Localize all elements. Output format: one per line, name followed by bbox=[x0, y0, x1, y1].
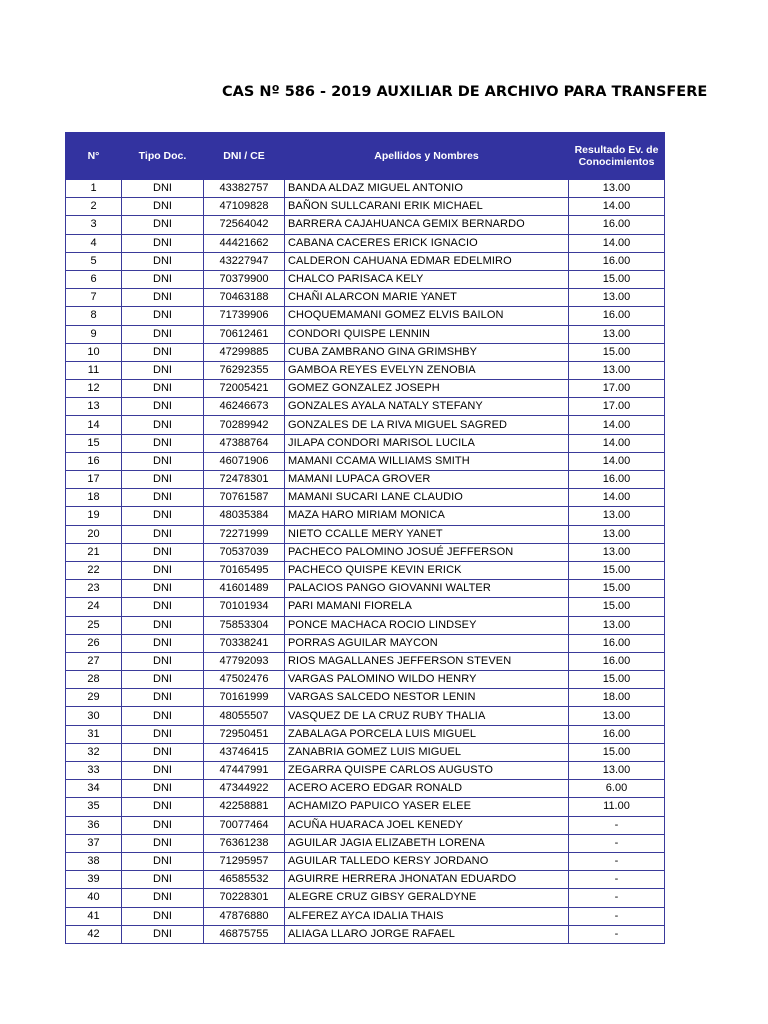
cell-doc-type: DNI bbox=[122, 507, 204, 525]
cell-result: - bbox=[569, 816, 665, 834]
cell-result: 13.00 bbox=[569, 707, 665, 725]
cell-doc-type: DNI bbox=[122, 743, 204, 761]
cell-dni: 70228301 bbox=[204, 889, 285, 907]
table-row bbox=[66, 798, 665, 816]
cell-number: 27 bbox=[66, 652, 122, 670]
cell-full-name: AGUIRRE HERRERA JHONATAN EDUARDO bbox=[285, 871, 569, 889]
cell-dni: 71295957 bbox=[204, 852, 285, 870]
cell-full-name: PARI MAMANI FIORELA bbox=[285, 598, 569, 616]
header-tipo-doc: Tipo Doc. bbox=[122, 133, 204, 180]
cell-doc-type: DNI bbox=[122, 198, 204, 216]
cell-dni: 72478301 bbox=[204, 471, 285, 489]
cell-dni: 72005421 bbox=[204, 380, 285, 398]
cell-dni: 46246673 bbox=[204, 398, 285, 416]
cell-result: 15.00 bbox=[569, 343, 665, 361]
results-table bbox=[65, 132, 665, 944]
cell-result: 14.00 bbox=[569, 452, 665, 470]
cell-doc-type: DNI bbox=[122, 889, 204, 907]
cell-full-name: GOMEZ GONZALEZ JOSEPH bbox=[285, 380, 569, 398]
cell-number: 11 bbox=[66, 361, 122, 379]
cell-doc-type: DNI bbox=[122, 671, 204, 689]
cell-dni: 46585532 bbox=[204, 871, 285, 889]
cell-doc-type: DNI bbox=[122, 489, 204, 507]
cell-number: 9 bbox=[66, 325, 122, 343]
table-row bbox=[66, 871, 665, 889]
cell-doc-type: DNI bbox=[122, 925, 204, 943]
cell-number: 8 bbox=[66, 307, 122, 325]
cell-dni: 43227947 bbox=[204, 252, 285, 270]
table-row bbox=[66, 780, 665, 798]
cell-result: 13.00 bbox=[569, 543, 665, 561]
cell-full-name: BARRERA CAJAHUANCA GEMIX BERNARDO bbox=[285, 216, 569, 234]
cell-number: 17 bbox=[66, 471, 122, 489]
cell-dni: 70537039 bbox=[204, 543, 285, 561]
table-row bbox=[66, 452, 665, 470]
cell-result: 13.00 bbox=[569, 762, 665, 780]
table-row bbox=[66, 525, 665, 543]
table-row bbox=[66, 289, 665, 307]
table-row bbox=[66, 398, 665, 416]
cell-full-name: JILAPA CONDORI MARISOL LUCILA bbox=[285, 434, 569, 452]
header-resultado: Resultado Ev. de Conocimientos bbox=[569, 133, 665, 180]
table-row bbox=[66, 907, 665, 925]
cell-full-name: ACERO ACERO EDGAR RONALD bbox=[285, 780, 569, 798]
cell-result: - bbox=[569, 889, 665, 907]
cell-full-name: ZABALAGA PORCELA LUIS MIGUEL bbox=[285, 725, 569, 743]
table-row bbox=[66, 580, 665, 598]
cell-number: 24 bbox=[66, 598, 122, 616]
cell-result: 14.00 bbox=[569, 416, 665, 434]
cell-result: 16.00 bbox=[569, 634, 665, 652]
cell-number: 10 bbox=[66, 343, 122, 361]
cell-result: 18.00 bbox=[569, 689, 665, 707]
cell-number: 14 bbox=[66, 416, 122, 434]
cell-full-name: ALEGRE CRUZ GIBSY GERALDYNE bbox=[285, 889, 569, 907]
cell-number: 28 bbox=[66, 671, 122, 689]
cell-doc-type: DNI bbox=[122, 543, 204, 561]
cell-dni: 46071906 bbox=[204, 452, 285, 470]
cell-dni: 43382757 bbox=[204, 180, 285, 198]
header-dni-ce: DNI / CE bbox=[204, 133, 285, 180]
cell-result: 16.00 bbox=[569, 252, 665, 270]
cell-dni: 47299885 bbox=[204, 343, 285, 361]
table-body bbox=[66, 180, 665, 944]
table-row bbox=[66, 561, 665, 579]
cell-doc-type: DNI bbox=[122, 307, 204, 325]
table-row bbox=[66, 361, 665, 379]
table-row bbox=[66, 507, 665, 525]
table-row bbox=[66, 598, 665, 616]
cell-result: 15.00 bbox=[569, 580, 665, 598]
cell-result: - bbox=[569, 907, 665, 925]
table-row bbox=[66, 671, 665, 689]
cell-full-name: CUBA ZAMBRANO GINA GRIMSHBY bbox=[285, 343, 569, 361]
table-row bbox=[66, 616, 665, 634]
cell-doc-type: DNI bbox=[122, 598, 204, 616]
cell-doc-type: DNI bbox=[122, 852, 204, 870]
cell-number: 1 bbox=[66, 180, 122, 198]
cell-number: 18 bbox=[66, 489, 122, 507]
cell-result: 16.00 bbox=[569, 652, 665, 670]
cell-number: 42 bbox=[66, 925, 122, 943]
cell-full-name: GONZALES DE LA RIVA MIGUEL SAGRED bbox=[285, 416, 569, 434]
table-row bbox=[66, 380, 665, 398]
table-header-row bbox=[66, 133, 665, 180]
cell-dni: 43746415 bbox=[204, 743, 285, 761]
cell-number: 22 bbox=[66, 561, 122, 579]
cell-result: 13.00 bbox=[569, 289, 665, 307]
cell-number: 39 bbox=[66, 871, 122, 889]
table-row bbox=[66, 707, 665, 725]
cell-number: 26 bbox=[66, 634, 122, 652]
cell-dni: 42258881 bbox=[204, 798, 285, 816]
cell-result: 13.00 bbox=[569, 361, 665, 379]
cell-result: 16.00 bbox=[569, 471, 665, 489]
cell-full-name: PORRAS AGUILAR MAYCON bbox=[285, 634, 569, 652]
cell-result: 13.00 bbox=[569, 325, 665, 343]
cell-dni: 44421662 bbox=[204, 234, 285, 252]
page-title: CAS Nº 586 - 2019 AUXILIAR DE ARCHIVO PARA TRANSFERE bbox=[222, 84, 708, 100]
table-row bbox=[66, 489, 665, 507]
cell-doc-type: DNI bbox=[122, 234, 204, 252]
cell-doc-type: DNI bbox=[122, 798, 204, 816]
cell-full-name: AGUILAR TALLEDO KERSY JORDANO bbox=[285, 852, 569, 870]
cell-number: 5 bbox=[66, 252, 122, 270]
cell-dni: 46875755 bbox=[204, 925, 285, 943]
cell-full-name: PALACIOS PANGO GIOVANNI WALTER bbox=[285, 580, 569, 598]
cell-dni: 75853304 bbox=[204, 616, 285, 634]
cell-full-name: PONCE MACHACA ROCIO LINDSEY bbox=[285, 616, 569, 634]
table-row bbox=[66, 270, 665, 288]
cell-full-name: CHALCO PARISACA KELY bbox=[285, 270, 569, 288]
table-row bbox=[66, 252, 665, 270]
cell-number: 30 bbox=[66, 707, 122, 725]
cell-number: 2 bbox=[66, 198, 122, 216]
cell-result: 16.00 bbox=[569, 216, 665, 234]
cell-result: 17.00 bbox=[569, 398, 665, 416]
cell-number: 25 bbox=[66, 616, 122, 634]
cell-doc-type: DNI bbox=[122, 434, 204, 452]
cell-dni: 70165495 bbox=[204, 561, 285, 579]
cell-dni: 70101934 bbox=[204, 598, 285, 616]
cell-full-name: BANDA ALDAZ MIGUEL ANTONIO bbox=[285, 180, 569, 198]
cell-result: 13.00 bbox=[569, 507, 665, 525]
cell-result: 15.00 bbox=[569, 671, 665, 689]
cell-full-name: CALDERON CAHUANA EDMAR EDELMIRO bbox=[285, 252, 569, 270]
cell-doc-type: DNI bbox=[122, 416, 204, 434]
cell-doc-type: DNI bbox=[122, 361, 204, 379]
cell-doc-type: DNI bbox=[122, 871, 204, 889]
cell-doc-type: DNI bbox=[122, 707, 204, 725]
cell-result: - bbox=[569, 852, 665, 870]
cell-full-name: ACUÑA HUARACA JOEL KENEDY bbox=[285, 816, 569, 834]
cell-number: 36 bbox=[66, 816, 122, 834]
cell-doc-type: DNI bbox=[122, 380, 204, 398]
cell-full-name: MAMANI CCAMA WILLIAMS SMITH bbox=[285, 452, 569, 470]
cell-full-name: CHOQUEMAMANI GOMEZ ELVIS BAILON bbox=[285, 307, 569, 325]
cell-full-name: ZEGARRA QUISPE CARLOS AUGUSTO bbox=[285, 762, 569, 780]
cell-full-name: NIETO CCALLE MERY YANET bbox=[285, 525, 569, 543]
table-row bbox=[66, 852, 665, 870]
cell-dni: 72271999 bbox=[204, 525, 285, 543]
header-apellidos-nombres: Apellidos y Nombres bbox=[285, 133, 569, 180]
cell-number: 38 bbox=[66, 852, 122, 870]
cell-number: 21 bbox=[66, 543, 122, 561]
cell-full-name: VASQUEZ DE LA CRUZ RUBY THALIA bbox=[285, 707, 569, 725]
table-row bbox=[66, 652, 665, 670]
cell-dni: 70077464 bbox=[204, 816, 285, 834]
cell-result: 11.00 bbox=[569, 798, 665, 816]
cell-dni: 72564042 bbox=[204, 216, 285, 234]
table-row bbox=[66, 307, 665, 325]
table-row bbox=[66, 834, 665, 852]
cell-doc-type: DNI bbox=[122, 652, 204, 670]
cell-doc-type: DNI bbox=[122, 634, 204, 652]
cell-doc-type: DNI bbox=[122, 325, 204, 343]
cell-result: 15.00 bbox=[569, 598, 665, 616]
cell-doc-type: DNI bbox=[122, 816, 204, 834]
cell-number: 29 bbox=[66, 689, 122, 707]
cell-result: 13.00 bbox=[569, 616, 665, 634]
cell-doc-type: DNI bbox=[122, 452, 204, 470]
cell-dni: 72950451 bbox=[204, 725, 285, 743]
cell-dni: 47792093 bbox=[204, 652, 285, 670]
cell-dni: 70161999 bbox=[204, 689, 285, 707]
cell-full-name: VARGAS PALOMINO WILDO HENRY bbox=[285, 671, 569, 689]
cell-full-name: RIOS MAGALLANES JEFFERSON STEVEN bbox=[285, 652, 569, 670]
cell-number: 23 bbox=[66, 580, 122, 598]
cell-number: 20 bbox=[66, 525, 122, 543]
cell-number: 34 bbox=[66, 780, 122, 798]
cell-dni: 48035384 bbox=[204, 507, 285, 525]
cell-full-name: ALFEREZ AYCA IDALIA THAIS bbox=[285, 907, 569, 925]
cell-result: 13.00 bbox=[569, 180, 665, 198]
cell-dni: 70612461 bbox=[204, 325, 285, 343]
cell-doc-type: DNI bbox=[122, 525, 204, 543]
cell-number: 15 bbox=[66, 434, 122, 452]
cell-dni: 47502476 bbox=[204, 671, 285, 689]
table-row bbox=[66, 889, 665, 907]
cell-result: - bbox=[569, 834, 665, 852]
cell-doc-type: DNI bbox=[122, 616, 204, 634]
table-row bbox=[66, 343, 665, 361]
cell-doc-type: DNI bbox=[122, 689, 204, 707]
cell-result: 14.00 bbox=[569, 198, 665, 216]
table-row bbox=[66, 216, 665, 234]
table-row bbox=[66, 634, 665, 652]
table-row bbox=[66, 762, 665, 780]
cell-result: - bbox=[569, 925, 665, 943]
cell-dni: 71739906 bbox=[204, 307, 285, 325]
cell-full-name: GONZALES AYALA NATALY STEFANY bbox=[285, 398, 569, 416]
cell-full-name: MAMANI SUCARI LANE CLAUDIO bbox=[285, 489, 569, 507]
cell-doc-type: DNI bbox=[122, 834, 204, 852]
cell-number: 13 bbox=[66, 398, 122, 416]
cell-doc-type: DNI bbox=[122, 252, 204, 270]
cell-number: 19 bbox=[66, 507, 122, 525]
cell-result: 14.00 bbox=[569, 234, 665, 252]
cell-doc-type: DNI bbox=[122, 561, 204, 579]
cell-dni: 41601489 bbox=[204, 580, 285, 598]
cell-result: 15.00 bbox=[569, 561, 665, 579]
cell-full-name: MAZA HARO MIRIAM MONICA bbox=[285, 507, 569, 525]
cell-full-name: ALIAGA LLARO JORGE RAFAEL bbox=[285, 925, 569, 943]
cell-full-name: CHAÑI ALARCON MARIE YANET bbox=[285, 289, 569, 307]
cell-dni: 70761587 bbox=[204, 489, 285, 507]
table-row bbox=[66, 325, 665, 343]
cell-doc-type: DNI bbox=[122, 471, 204, 489]
cell-number: 31 bbox=[66, 725, 122, 743]
cell-number: 16 bbox=[66, 452, 122, 470]
cell-doc-type: DNI bbox=[122, 762, 204, 780]
cell-dni: 70379900 bbox=[204, 270, 285, 288]
cell-number: 4 bbox=[66, 234, 122, 252]
cell-dni: 70463188 bbox=[204, 289, 285, 307]
cell-doc-type: DNI bbox=[122, 907, 204, 925]
cell-number: 12 bbox=[66, 380, 122, 398]
cell-doc-type: DNI bbox=[122, 780, 204, 798]
cell-result: 15.00 bbox=[569, 270, 665, 288]
cell-doc-type: DNI bbox=[122, 580, 204, 598]
table-row bbox=[66, 725, 665, 743]
cell-full-name: VARGAS SALCEDO NESTOR LENIN bbox=[285, 689, 569, 707]
table-row bbox=[66, 434, 665, 452]
table-row bbox=[66, 471, 665, 489]
cell-dni: 76361238 bbox=[204, 834, 285, 852]
cell-doc-type: DNI bbox=[122, 270, 204, 288]
cell-result: 17.00 bbox=[569, 380, 665, 398]
table-row bbox=[66, 180, 665, 198]
cell-full-name: ACHAMIZO PAPUICO YASER ELEE bbox=[285, 798, 569, 816]
cell-full-name: GAMBOA REYES EVELYN ZENOBIA bbox=[285, 361, 569, 379]
cell-number: 32 bbox=[66, 743, 122, 761]
cell-doc-type: DNI bbox=[122, 343, 204, 361]
cell-dni: 48055507 bbox=[204, 707, 285, 725]
cell-doc-type: DNI bbox=[122, 398, 204, 416]
cell-dni: 47388764 bbox=[204, 434, 285, 452]
cell-full-name: BAÑON SULLCARANI ERIK MICHAEL bbox=[285, 198, 569, 216]
cell-full-name: AGUILAR JAGIA ELIZABETH LORENA bbox=[285, 834, 569, 852]
table-row bbox=[66, 689, 665, 707]
cell-dni: 70289942 bbox=[204, 416, 285, 434]
cell-number: 3 bbox=[66, 216, 122, 234]
cell-result: 16.00 bbox=[569, 725, 665, 743]
header-n: N° bbox=[66, 133, 122, 180]
cell-number: 41 bbox=[66, 907, 122, 925]
cell-full-name: MAMANI LUPACA GROVER bbox=[285, 471, 569, 489]
cell-result: - bbox=[569, 871, 665, 889]
cell-full-name: PACHECO QUISPE KEVIN ERICK bbox=[285, 561, 569, 579]
cell-dni: 76292355 bbox=[204, 361, 285, 379]
cell-doc-type: DNI bbox=[122, 289, 204, 307]
table-row bbox=[66, 198, 665, 216]
cell-doc-type: DNI bbox=[122, 725, 204, 743]
cell-full-name: PACHECO PALOMINO JOSUÉ JEFFERSON bbox=[285, 543, 569, 561]
cell-dni: 47109828 bbox=[204, 198, 285, 216]
cell-full-name: CONDORI QUISPE LENNIN bbox=[285, 325, 569, 343]
table-row bbox=[66, 925, 665, 943]
cell-number: 33 bbox=[66, 762, 122, 780]
cell-result: 6.00 bbox=[569, 780, 665, 798]
table-row bbox=[66, 234, 665, 252]
cell-full-name: ZANABRIA GOMEZ LUIS MIGUEL bbox=[285, 743, 569, 761]
cell-result: 15.00 bbox=[569, 743, 665, 761]
cell-number: 40 bbox=[66, 889, 122, 907]
cell-doc-type: DNI bbox=[122, 216, 204, 234]
cell-result: 14.00 bbox=[569, 434, 665, 452]
cell-dni: 70338241 bbox=[204, 634, 285, 652]
cell-doc-type: DNI bbox=[122, 180, 204, 198]
cell-result: 13.00 bbox=[569, 525, 665, 543]
cell-number: 6 bbox=[66, 270, 122, 288]
cell-result: 14.00 bbox=[569, 489, 665, 507]
cell-dni: 47447991 bbox=[204, 762, 285, 780]
cell-result: 16.00 bbox=[569, 307, 665, 325]
table-row bbox=[66, 743, 665, 761]
table-row bbox=[66, 543, 665, 561]
cell-full-name: CABANA CACERES ERICK IGNACIO bbox=[285, 234, 569, 252]
cell-number: 7 bbox=[66, 289, 122, 307]
cell-number: 37 bbox=[66, 834, 122, 852]
table-row bbox=[66, 416, 665, 434]
cell-number: 35 bbox=[66, 798, 122, 816]
cell-dni: 47876880 bbox=[204, 907, 285, 925]
table-row bbox=[66, 816, 665, 834]
cell-dni: 47344922 bbox=[204, 780, 285, 798]
